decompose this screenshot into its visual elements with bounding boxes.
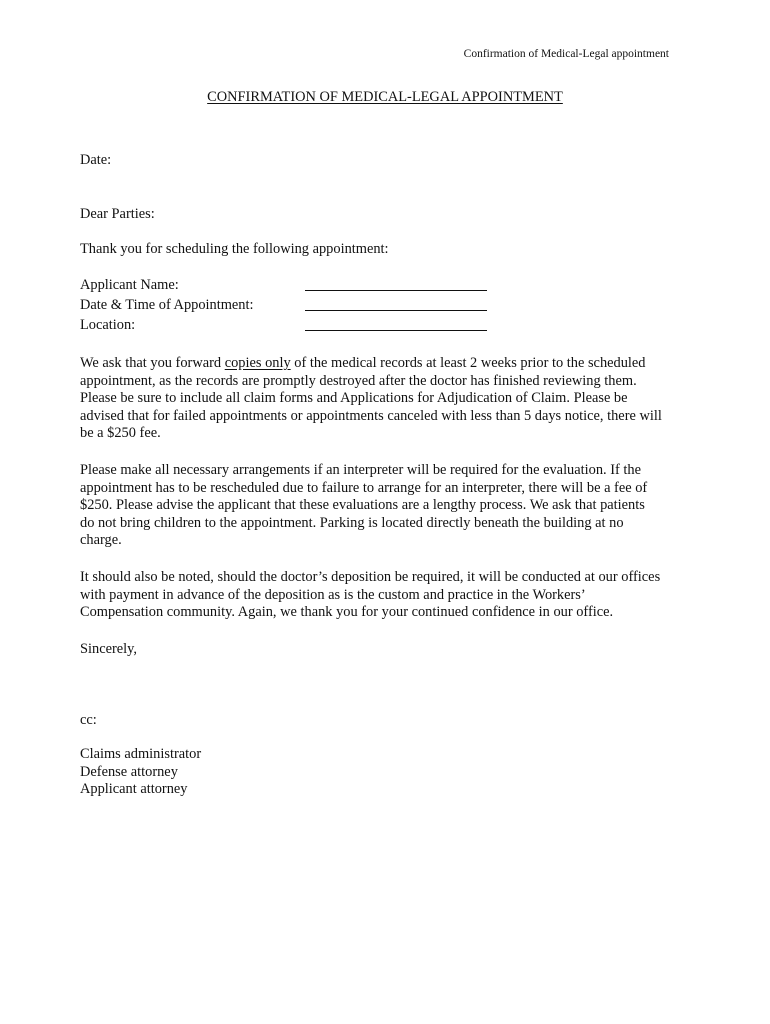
paragraph-line	[80, 355, 700, 373]
cc-recipient: Claims administrator	[80, 746, 202, 762]
text-run: We ask that you forward	[80, 355, 225, 371]
paragraph-line: appointment has to be rescheduled due to failure to arrange for an interpreter, there will be a fee of	[80, 479, 648, 496]
cc-recipient: Defense attorney	[80, 763, 178, 780]
intro-text: Thank you for scheduling the following appointment:	[80, 241, 389, 257]
cc-list	[80, 746, 700, 799]
paragraph-line: It should also be noted, should the doctor’s deposition be required, it will be conducted at our offices	[80, 569, 661, 585]
paragraph-line: $250. Please advise the applicant that these evaluations are a lengthy process. We ask that patients	[80, 497, 645, 514]
paragraph-interpreter	[80, 462, 700, 550]
field-applicant-name	[80, 276, 490, 294]
paragraph-line: Please make all necessary arrangements if an interpreter will be required for the evaluation. If the	[80, 462, 641, 478]
fill-in-blank[interactable]	[305, 290, 487, 291]
fill-in-blank[interactable]	[305, 310, 487, 311]
text-run: of the medical records at least 2 weeks prior to the scheduled	[290, 355, 646, 371]
closing: Sincerely,	[80, 641, 138, 657]
field-label: Date & Time of Appointment:	[80, 297, 254, 313]
cc-label: cc:	[80, 712, 97, 728]
paragraph-line: Compensation community. Again, we thank you for your continued confidence in our office.	[80, 604, 614, 621]
paragraph-line: Please be sure to include all claim forms and Applications for Adjudication of Claim. Please be	[80, 390, 628, 407]
paragraph-line: be a $250 fee.	[80, 425, 161, 442]
paragraph-line: charge.	[80, 532, 122, 549]
paragraph-line: advised that for failed appointments or appointments canceled with less than 5 days notice, there will	[80, 407, 662, 424]
underlined-text: copies only	[224, 355, 291, 371]
document-title: CONFIRMATION OF MEDICAL-LEGAL APPOINTMENT	[207, 89, 563, 105]
field-appointment-datetime	[80, 296, 490, 314]
paragraph-deposition	[80, 569, 700, 622]
salutation: Dear Parties:	[80, 206, 155, 222]
field-location	[80, 316, 490, 334]
paragraph-line: appointment, as the records are promptly destroyed after the doctor has finished reviewing them.	[80, 372, 637, 389]
running-header: Confirmation of Medical-Legal appointment	[463, 48, 669, 60]
date-label: Date:	[80, 152, 112, 168]
cc-recipient: Applicant attorney	[80, 781, 188, 798]
field-label: Location:	[80, 317, 136, 333]
paragraph-records	[80, 355, 700, 443]
field-label: Applicant Name:	[80, 277, 179, 293]
paragraph-line: do not bring children to the appointment. Parking is located directly beneath the building at no	[80, 514, 624, 531]
fill-in-blank[interactable]	[305, 330, 487, 331]
paragraph-line: with payment in advance of the deposition as is the custom and practice in the Workers’	[80, 586, 586, 603]
